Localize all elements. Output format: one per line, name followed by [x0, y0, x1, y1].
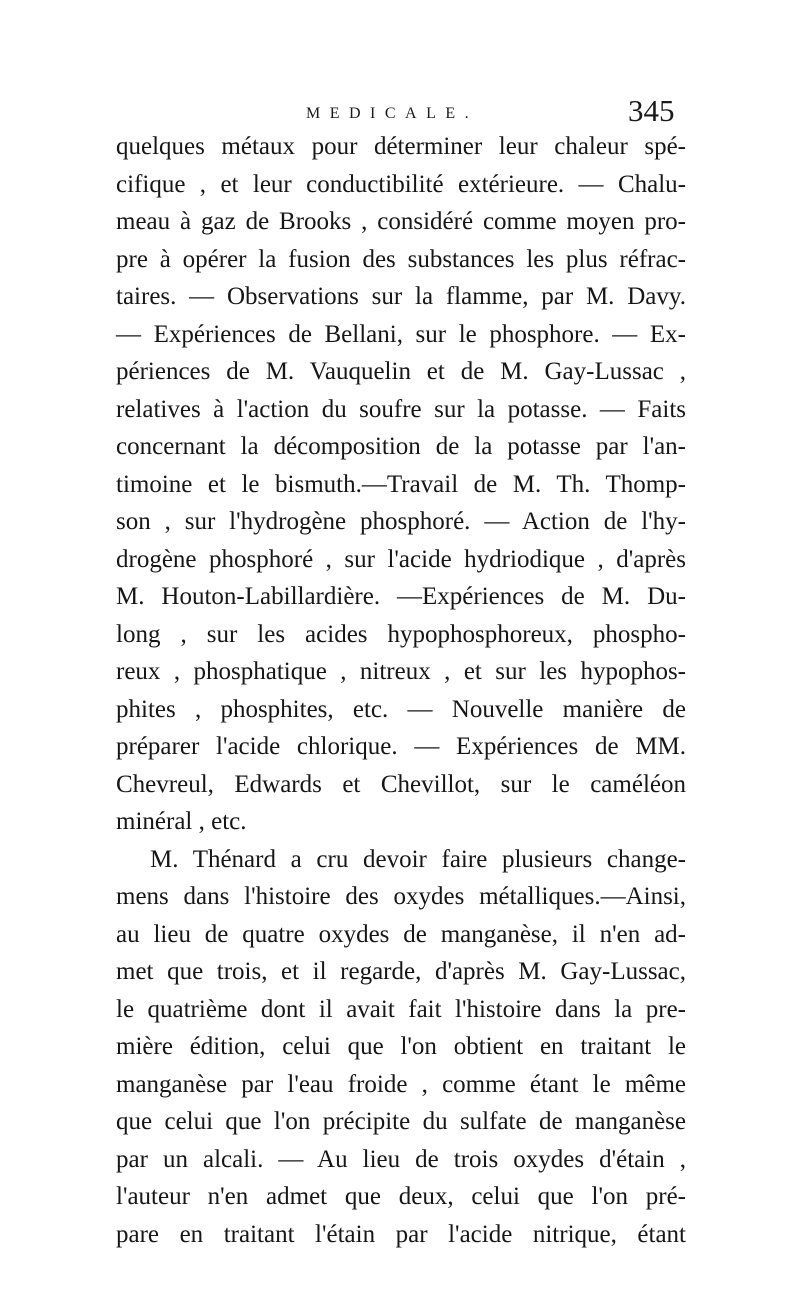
text-line: met que trois, et il regarde, d'après M. Gay-Lussac,	[116, 958, 686, 985]
text-line: que celui que l'on précipite du sulfate de manganèse	[116, 1108, 686, 1135]
text-line: meau à gaz de Brooks , considéré comme moyen pro-	[116, 208, 686, 235]
text-line: long , sur les acides hypophosphoreux, phospho-	[116, 620, 686, 648]
text-line: au lieu de quatre oxydes de manganèse, il n'en ad-	[116, 920, 686, 948]
text-line: mière édition, celui que l'on obtient en traitant le	[116, 1033, 686, 1060]
text-line: pare en traitant l'étain par l'acide nitrique, étant	[116, 1220, 686, 1248]
text-line: quelques métaux pour déterminer leur chaleur spé-	[116, 133, 686, 160]
page-header	[0, 93, 800, 133]
text-line: taires. — Observations sur la flamme, par M. Davy.	[116, 283, 686, 310]
text-line: M. Houton-Labillardière. —Expériences de M. Du-	[116, 583, 686, 610]
text-line: reux , phosphatique , nitreux , et sur les hypophos-	[116, 658, 686, 685]
text-line: périences de M. Vauquelin et de M. Gay-Lussac ,	[116, 358, 686, 385]
text-line: timoine et le bismuth.—Travail de M. Th. Thomp-	[116, 470, 686, 498]
text-line: — Expériences de Bellani, sur le phosphore. — Ex-	[116, 320, 686, 348]
text-line: cifique , et leur conductibilité extérieure. — Chalu-	[116, 170, 686, 198]
text-line: relatives à l'action du soufre sur la potasse. — Faits	[116, 395, 686, 423]
text-line: manganèse par l'eau froide , comme étant le même	[116, 1070, 686, 1098]
text-line: phites , phosphites, etc. — Nouvelle manière de	[116, 695, 686, 723]
running-title: MEDICALE.	[306, 105, 479, 122]
page-number: 345	[628, 93, 675, 128]
paragraph-start-line: M. Thénard a cru devoir faire plusieurs change-	[150, 845, 686, 873]
text-line: pre à opérer la fusion des substances les plus réfrac-	[116, 245, 686, 273]
text-line: drogène phosphoré , sur l'acide hydriodique , d'après	[116, 545, 686, 573]
text-line: Chevreul, Edwards et Chevillot, sur le caméléon	[116, 770, 686, 798]
paragraph-end-line: minéral , etc.	[116, 808, 247, 835]
text-line: mens dans l'histoire des oxydes métalliques.—Ainsi,	[116, 883, 686, 910]
text-line: concernant la décomposition de la potasse par l'an-	[116, 433, 686, 460]
text-line: par un alcali. — Au lieu de trois oxydes d'étain ,	[116, 1145, 686, 1173]
text-line: l'auteur n'en admet que deux, celui que l'on pré-	[116, 1183, 686, 1210]
body-text	[116, 128, 686, 1253]
text-line: préparer l'acide chlorique. — Expériences de MM.	[116, 733, 686, 760]
text-line: le quatrième dont il avait fait l'histoire dans la pre-	[116, 995, 686, 1023]
text-line: son , sur l'hydrogène phosphoré. — Action de l'hy-	[116, 508, 686, 535]
